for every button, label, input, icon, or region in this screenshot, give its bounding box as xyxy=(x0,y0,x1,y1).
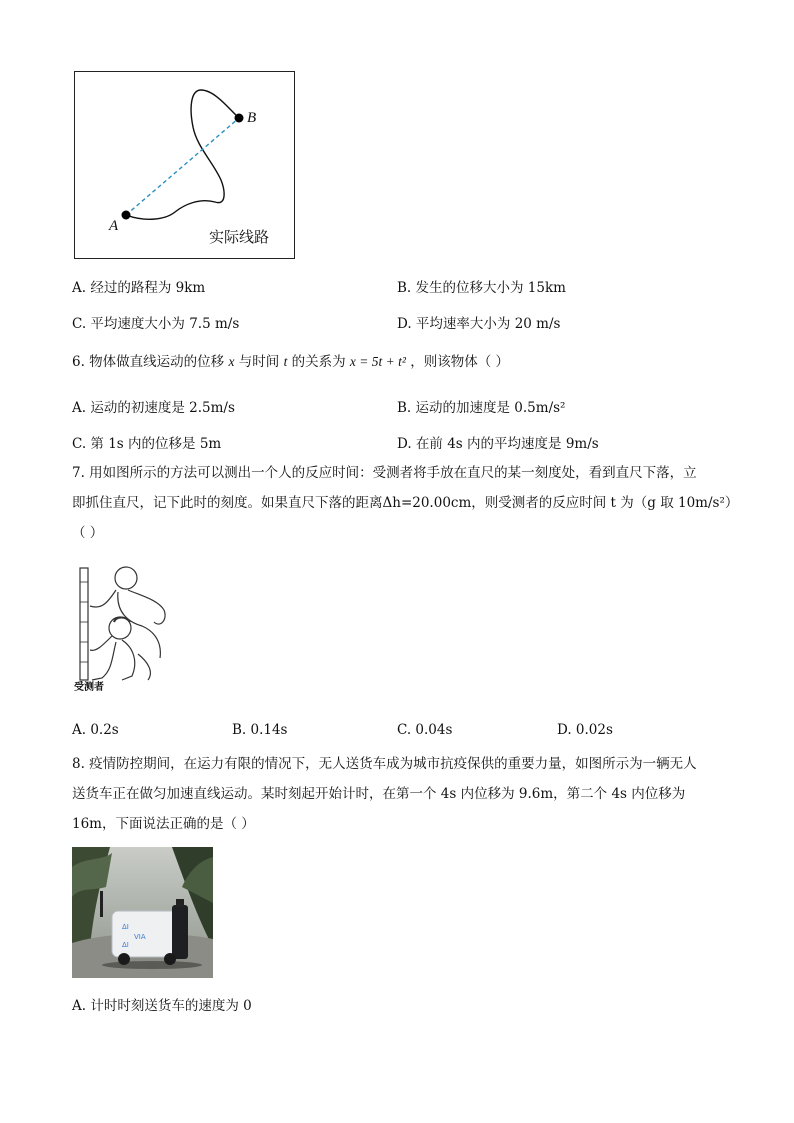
q7-line-3: （ ） xyxy=(72,525,104,541)
q6-option-d: D. 在前 4s 内的平均速度是 9m/s xyxy=(397,436,599,452)
route-figure xyxy=(74,71,295,259)
svg-text:ΔI: ΔI xyxy=(122,923,129,931)
q6-stem-post: ，则该物体（ ） xyxy=(410,354,510,370)
reaction-time-illustration xyxy=(72,562,176,694)
point-a-label: A xyxy=(109,218,119,234)
q6-option-a: A. 运动的初速度是 2.5m/s xyxy=(72,400,235,416)
q5-option-b: B. 发生的位移大小为 15km xyxy=(397,280,566,296)
point-a-dot xyxy=(122,211,131,220)
route-label: 实际线路 xyxy=(209,228,270,246)
q7-option-b: B. 0.14s xyxy=(232,722,288,738)
delivery-vehicle-photo xyxy=(72,847,213,978)
subject-label: 受测者 xyxy=(74,682,104,693)
q6-stem-mid: 与时间 xyxy=(238,354,280,370)
q7-option-d: D. 0.02s xyxy=(557,722,613,738)
q5-option-a: A. 经过的路程为 9km xyxy=(72,280,206,296)
q8-line-2: 送货车正在做匀加速直线运动。某时刻起开始计时，在第一个 4s 内位移为 9.6m，第二个 4s 内位移为 xyxy=(72,786,686,802)
q7-line-2: 即抓住直尺，记下此时的刻度。如果直尺下落的距离Δh=20.00cm，则受测者的反应时间 t 为（g 取 10m/s²） xyxy=(72,495,739,511)
reaction-sketch xyxy=(72,562,176,694)
delivery-vehicle-scene xyxy=(72,847,213,978)
q6-var-t: t xyxy=(283,354,288,369)
point-b-label: B xyxy=(247,110,257,126)
svg-text:VIA: VIA xyxy=(134,933,146,941)
q6-stem-rel: 的关系为 xyxy=(291,354,346,370)
q5-option-d: D. 平均速率大小为 20 m/s xyxy=(397,316,561,332)
q8-line-3: 16m，下面说法正确的是（ ） xyxy=(72,816,255,832)
q6-formula: x = 5t + t² xyxy=(349,354,406,369)
q7-option-c: C. 0.04s xyxy=(397,722,453,738)
q7-line-1: 7. 用如图所示的方法可以测出一个人的反应时间：受测者将手放在直尺的某一刻度处，看到直尺下落，立 xyxy=(72,465,697,481)
q6-stem xyxy=(72,347,509,377)
q6-option-c: C. 第 1s 内的位移是 5m xyxy=(72,436,222,452)
point-b-dot xyxy=(235,114,244,123)
q7-option-a: A. 0.2s xyxy=(72,722,119,738)
q6-option-b: B. 运动的加速度是 0.5m/s² xyxy=(397,400,566,416)
q6-stem-pre: 6. 物体做直线运动的位移 xyxy=(72,354,225,370)
q8-line-1: 8. 疫情防控期间，在运力有限的情况下，无人送货车成为城市抗疫保供的重要力量，如图所示为一辆无人 xyxy=(72,756,697,772)
q5-option-c: C. 平均速度大小为 7.5 m/s xyxy=(72,316,240,332)
q8-option-a: A. 计时时刻送货车的速度为 0 xyxy=(72,998,252,1014)
svg-text:ΔI: ΔI xyxy=(122,941,129,949)
q6-var-x: x xyxy=(228,354,235,369)
